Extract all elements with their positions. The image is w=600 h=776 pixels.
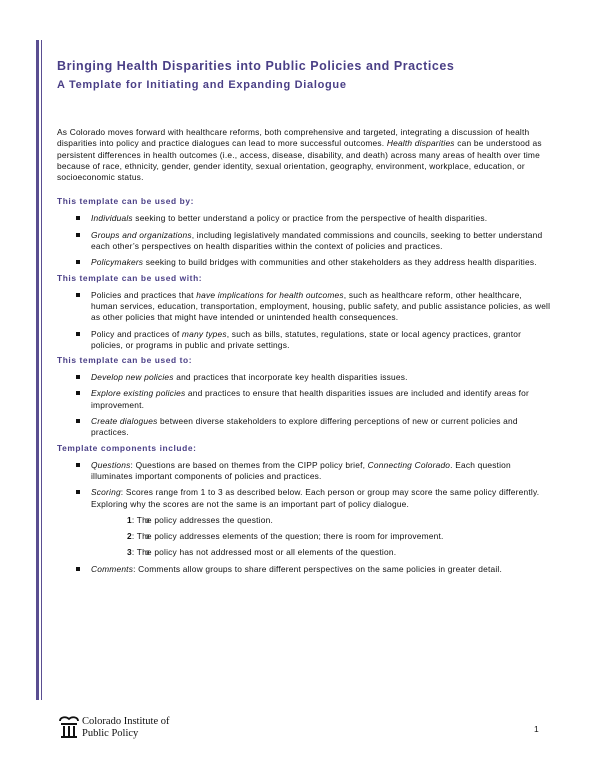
section-heading-used-to: This template can be used to: bbox=[57, 355, 193, 366]
list-item: Explore existing policies and practices to ensure that health disparities issues are included and identify areas for improvement. bbox=[57, 388, 551, 411]
section-components bbox=[57, 443, 551, 575]
section-heading-used-with: This template can be used with: bbox=[57, 272, 203, 283]
list-item-questions: Questions: Questions are based on themes from the CIPP policy brief, Connecting Colorado. Each question illuminates important components of policies and practices. bbox=[57, 460, 551, 483]
intro-paragraph: As Colorado moves forward with healthcare reforms, both comprehensive and targeted, integrating a discussion of health disparities into policy and practice dialogues can lead to more successful outcomes. Health disparities can be understood as persistent differences in health outcomes (i.e., access, disease, disability, and death) across many areas of health over time because of race, ethnicity, gender, gender identity, sexual orientation, geography, environment, workplace, education, or socioeconomic status. bbox=[57, 127, 542, 183]
cipp-logo bbox=[58, 715, 208, 743]
document-subtitle: A Template for Initiating and Expanding Dialogue bbox=[57, 79, 347, 91]
document-body bbox=[57, 58, 551, 575]
margin-rule-thin bbox=[41, 40, 42, 700]
components-list bbox=[57, 460, 551, 575]
list-item: Policy and practices of many types, such as bills, statutes, regulations, state or local agency practices, grantor policies, or programs in public and private settings. bbox=[57, 329, 551, 352]
list-item: Groups and organizations, including legislatively mandated commissions and councils, seeking to better understand each other’s perspectives on health disparities within the context of policies and practices. bbox=[57, 230, 551, 253]
margin-rule-thick bbox=[36, 40, 39, 700]
section-used-to bbox=[57, 355, 551, 438]
score-item-3: o 3: The policy has not addressed most or all elements of the question. bbox=[91, 547, 551, 558]
list-item: Policymakers seeking to build bridges with communities and other stakeholders as they address health disparities. bbox=[57, 257, 551, 268]
document-title: Bringing Health Disparities into Public Policies and Practices bbox=[57, 59, 455, 73]
list-item-scoring: Scoring: Scores range from 1 to 3 as described below. Each person or group may score the same policy differently. Exploring why the scores are not the same is an important part of policy dialogue. o 1: The policy addresses the question. o 2: The policy addresses elements of the question; there is room for improvement. o 3: The policy has not addressed most or all elements of the question. bbox=[57, 487, 551, 558]
list-item: Policies and practices that have implications for health outcomes, such as healthcare reform, other healthcare, human services, education, transportation, employment, housing, public safety, and public assistance policies, as well as other policies that might have intended or unintended health consequences. bbox=[57, 290, 551, 324]
score-item-1: o 1: The policy addresses the question. bbox=[91, 515, 551, 526]
page-number: 1 bbox=[534, 724, 539, 734]
score-list bbox=[91, 515, 551, 559]
section-heading-components: Template components include: bbox=[57, 442, 197, 453]
list-item: Develop new policies and practices that incorporate key health disparities issues. bbox=[57, 372, 551, 383]
list-item-comments: Comments: Comments allow groups to share different perspectives on the same policies in greater detail. bbox=[57, 564, 551, 575]
logo-text: Colorado Institute of Public Policy bbox=[82, 716, 170, 739]
capitol-column-icon bbox=[58, 715, 80, 739]
section-used-with bbox=[57, 273, 551, 351]
list-item: Create dialogues between diverse stakeholders to explore differing perceptions of new or current policies and practices. bbox=[57, 416, 551, 439]
score-item-2: o 2: The policy addresses elements of the question; there is room for improvement. bbox=[91, 531, 551, 542]
list-item: Individuals seeking to better understand a policy or practice from the perspective of health disparities. bbox=[57, 213, 551, 224]
section-used-by bbox=[57, 196, 551, 268]
used-to-list bbox=[57, 372, 551, 438]
section-heading-used-by: This template can be used by: bbox=[57, 196, 195, 207]
used-with-list bbox=[57, 290, 551, 351]
used-by-list bbox=[57, 213, 551, 268]
